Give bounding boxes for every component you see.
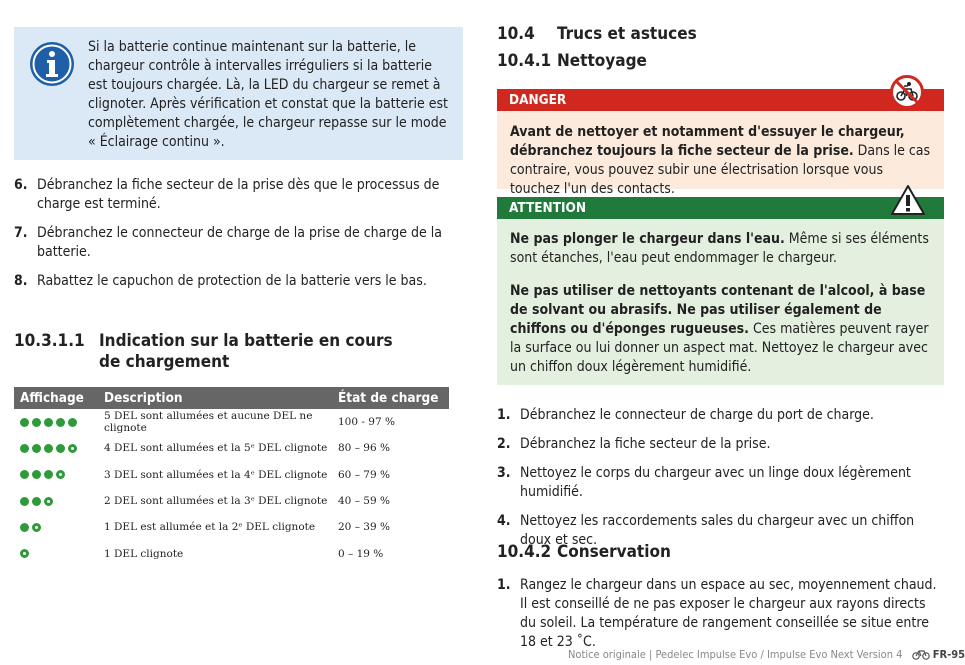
section-number: 10.4.2 xyxy=(497,542,552,562)
danger-text xyxy=(510,123,935,199)
cleaning-step-list xyxy=(497,406,945,550)
description-cell: 2 DEL sont allumées et la 3ᵉ DEL clignote xyxy=(104,495,328,508)
description-cell: 3 DEL sont allumées et la 4ᵉ DEL clignote xyxy=(104,468,328,481)
led-dots xyxy=(20,418,98,427)
section-title: Conservation xyxy=(557,542,671,562)
list-item xyxy=(497,406,945,425)
section-heading-10-3-1-1 xyxy=(14,331,454,375)
info-text: Si la batterie continue maintenant sur la batterie, le chargeur contrôle à intervalles irréguliers si la batterie est toujours chargée. Là, la LED du chargeur se remet à clignoter. Après vérification et constat que la batterie est complètement chargée, le chargeur repasse sur le mode « Éclairage continu ». xyxy=(88,39,448,150)
step-number: 2. xyxy=(497,436,511,452)
table-row xyxy=(14,540,449,566)
led-indicator-cell xyxy=(14,462,98,488)
step-text: Débranchez le connecteur de charge du port de charge. xyxy=(520,407,874,423)
led-status-table xyxy=(14,387,449,567)
section-heading-10-4 xyxy=(497,24,937,46)
section-number: 10.4 xyxy=(497,24,535,44)
attention-label: ATTENTION xyxy=(509,200,586,216)
attention-banner xyxy=(497,197,944,219)
led-indicator-cell xyxy=(14,435,98,461)
led-on-icon xyxy=(68,418,77,427)
column-header: Description xyxy=(98,387,332,409)
step-number: 6. xyxy=(14,177,28,193)
led-on-icon xyxy=(32,418,41,427)
step-text: Rabattez le capuchon de protection de la batterie vers le bas. xyxy=(37,273,427,289)
table-row xyxy=(14,488,449,514)
footer-text: Notice originale | Pedelec Impulse Evo / Impulse Evo Next Version 4 xyxy=(568,648,903,661)
led-dots xyxy=(20,549,98,558)
led-on-icon xyxy=(20,470,29,479)
led-blinking-icon xyxy=(32,523,41,532)
section-heading-10-4-2 xyxy=(497,542,937,564)
led-indicator-cell xyxy=(14,488,98,514)
attention-plain-text: Ces matières peuvent rayer la surface ou lui donner un aspect mat. Nettoyez le chargeur avec un chiffon doux légèrement humidifié. xyxy=(510,321,929,375)
led-indicator-cell xyxy=(14,540,98,566)
danger-bold-text: Avant de nettoyer et notamment d'essuyer le chargeur, débranchez toujours la fiche secteur de la prise. xyxy=(510,124,905,159)
attention-bold-text: Ne pas utiliser de nettoyants contenant de l'alcool, à base de solvant ou abrasifs. Ne pas utiliser également de chiffons ou d'éponges rugueuses. xyxy=(510,283,926,337)
led-blinking-icon xyxy=(44,497,53,506)
charge-state-cell: 0 – 19 % xyxy=(338,547,384,560)
attention-paragraph-2 xyxy=(510,282,935,377)
section-title: Trucs et astuces xyxy=(557,24,697,44)
step-number: 4. xyxy=(497,513,511,529)
led-on-icon xyxy=(44,470,53,479)
charge-state-cell: 20 – 39 % xyxy=(338,521,390,534)
attention-paragraph-1 xyxy=(510,230,935,268)
charge-state-cell: 80 – 96 % xyxy=(338,442,390,455)
description-cell: 1 DEL est allumée et la 2ᵉ DEL clignote xyxy=(104,521,316,534)
step-text: Nettoyez le corps du chargeur avec un linge doux légèrement humidifié. xyxy=(520,465,911,500)
step-text: Débranchez la fiche secteur de la prise dès que le processus de charge est terminé. xyxy=(37,177,440,212)
warning-triangle-icon xyxy=(890,184,926,216)
table-row xyxy=(14,514,449,540)
list-item xyxy=(14,272,464,291)
led-on-icon xyxy=(20,444,29,453)
list-item xyxy=(497,464,945,502)
info-box xyxy=(14,27,463,160)
description-cell: 1 DEL clignote xyxy=(104,547,184,560)
column-header: Affichage xyxy=(14,387,98,409)
led-on-icon xyxy=(20,497,29,506)
step-text: Débranchez le connecteur de charge de la prise de charge de la batterie. xyxy=(37,225,442,260)
attention-body xyxy=(497,219,944,385)
description-cell: 4 DEL sont allumées et la 5ᵉ DEL clignote xyxy=(104,442,328,455)
no-cycling-icon xyxy=(890,75,924,109)
attention-bold-text: Ne pas plonger le chargeur dans l'eau. xyxy=(510,231,785,247)
conservation-step-list xyxy=(497,576,945,652)
list-item xyxy=(14,224,464,262)
led-on-icon xyxy=(32,470,41,479)
info-icon xyxy=(28,40,76,88)
led-dots xyxy=(20,444,98,453)
led-blinking-icon xyxy=(20,549,29,558)
section-number: 10.3.1.1 xyxy=(14,331,85,351)
led-on-icon xyxy=(44,444,53,453)
led-on-icon xyxy=(56,418,65,427)
led-on-icon xyxy=(56,444,65,453)
step-number: 8. xyxy=(14,273,28,289)
step-text: Débranchez la fiche secteur de la prise. xyxy=(520,436,771,452)
led-blinking-icon xyxy=(68,444,77,453)
column-header: État de charge xyxy=(332,387,449,409)
led-indicator-cell xyxy=(14,409,98,435)
led-dots xyxy=(20,470,98,479)
section-title: Nettoyage xyxy=(557,51,647,71)
led-on-icon xyxy=(32,444,41,453)
charge-state-cell: 60 – 79 % xyxy=(338,468,390,481)
led-dots xyxy=(20,523,98,532)
table-row xyxy=(14,435,449,461)
bicycle-icon xyxy=(912,649,930,660)
table-row xyxy=(14,462,449,488)
charge-state-cell: 100 - 97 % xyxy=(338,416,395,429)
step-number: 1. xyxy=(497,407,511,423)
led-blinking-icon xyxy=(56,470,65,479)
description-cell: 5 DEL sont allumées et aucune DEL ne clignote xyxy=(104,410,313,435)
step-number: 7. xyxy=(14,225,28,241)
table-header-row xyxy=(14,387,449,409)
step-text: Nettoyez les raccordements sales du chargeur avec un chiffon doux et sec. xyxy=(520,513,915,548)
danger-banner xyxy=(497,89,944,111)
step-number: 1. xyxy=(497,577,511,593)
led-indicator-cell xyxy=(14,514,98,540)
list-item xyxy=(14,176,464,214)
danger-label: DANGER xyxy=(509,92,567,108)
section-number: 10.4.1 xyxy=(497,51,552,71)
left-step-list xyxy=(14,176,464,291)
danger-body xyxy=(497,111,944,197)
charge-state-cell: 40 – 59 % xyxy=(338,495,390,508)
step-number: 3. xyxy=(497,465,511,481)
led-on-icon xyxy=(20,418,29,427)
page-number: FR-95 xyxy=(932,648,965,661)
attention-plain-text: Même si ses éléments sont étanches, l'eau peut endommager le chargeur. xyxy=(510,231,929,266)
list-item xyxy=(497,435,945,454)
step-text: Rangez le chargeur dans un espace au sec, moyennement chaud. Il est conseillé de ne pas exposer le chargeur aux rayons directs du soleil. La température de rangement conseillée se situe entre 18 et 23 ˚C. xyxy=(520,577,937,650)
danger-plain-text: Dans le cas contraire, vous pouvez subir une électrisation lorsque vous touchez l'un des contacts. xyxy=(510,143,931,197)
led-dots xyxy=(20,497,98,506)
led-on-icon xyxy=(32,497,41,506)
led-on-icon xyxy=(20,523,29,532)
list-item xyxy=(497,576,945,652)
led-on-icon xyxy=(44,418,53,427)
section-heading-10-4-1 xyxy=(497,51,937,73)
section-title: Indication sur la batterie en cours de chargement xyxy=(99,331,393,372)
table-row xyxy=(14,409,449,435)
page-footer xyxy=(568,648,965,661)
